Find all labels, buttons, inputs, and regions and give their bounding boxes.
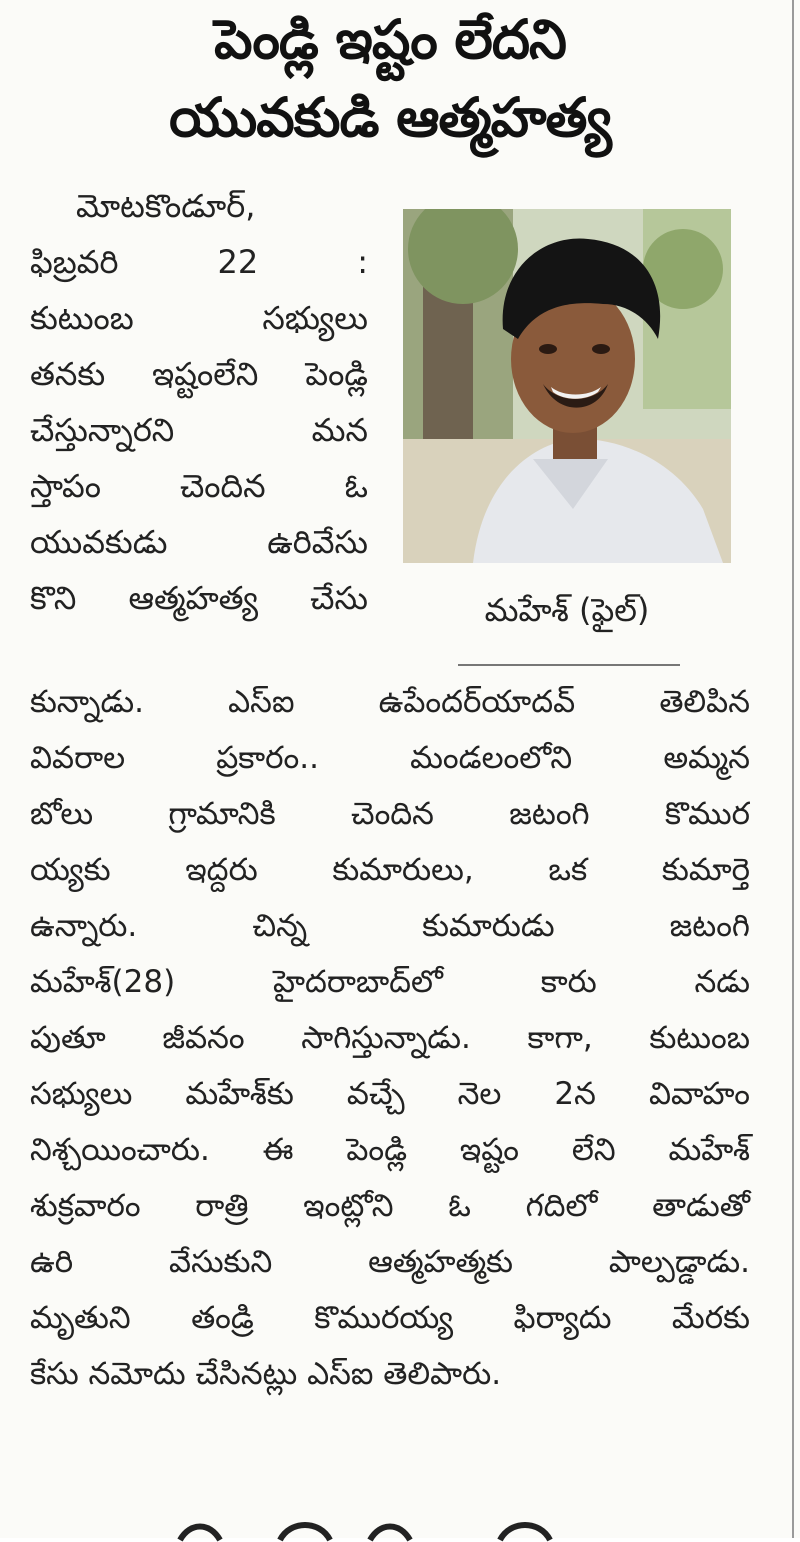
word: శుక్రవారం [30, 1188, 141, 1224]
word: లేని [571, 1132, 616, 1168]
body-line: కేసు నమోదు చేసినట్లు ఎస్ఐ తెలిపారు. [30, 1356, 502, 1392]
word: మహేశ్ [668, 1132, 750, 1168]
word: ఆత్మహత్మకు [368, 1244, 514, 1280]
intro-line [30, 234, 368, 290]
body-paragraph [30, 674, 750, 1402]
headline-line-2: యువకుడి ఆత్మహత్య [169, 86, 611, 149]
word: మేరకు [671, 1300, 750, 1336]
word: ఇష్టంలేని [152, 355, 259, 393]
word: కొముర [664, 796, 750, 832]
next-headline-cropped [170, 1518, 590, 1542]
word: మహేశ్‌కు [185, 1076, 294, 1112]
cropped-headline-glyphs [170, 1518, 590, 1542]
word: కుమారుడు [422, 908, 555, 944]
word: జటంగి [509, 796, 590, 832]
intro-line [30, 346, 368, 402]
word: ఇంట్లోని [303, 1188, 394, 1224]
word: ఉరివేసు [267, 523, 368, 561]
word: వచ్చే [346, 1076, 405, 1112]
body-line [30, 842, 750, 898]
word: నడు [694, 964, 750, 1000]
word: పెండ్లి [346, 1132, 408, 1168]
word: నెల [457, 1076, 502, 1112]
word: వివరాల [30, 740, 126, 776]
word: చిన్న [252, 908, 308, 944]
body-line [30, 1234, 750, 1290]
word: గదిలో [525, 1188, 598, 1224]
word: సభ్యులు [262, 299, 368, 337]
word: పాల్పడ్డాడు. [608, 1244, 750, 1280]
word: ఒక [548, 852, 588, 888]
word: రాత్రి [195, 1188, 249, 1224]
word: జటంగి [669, 908, 750, 944]
intro-line [30, 514, 368, 570]
word: మన [311, 411, 368, 449]
photo-illustration [403, 209, 731, 563]
body-line [30, 1010, 750, 1066]
intro-line: మోటకొండూర్, [76, 187, 256, 225]
word: చేస్తున్నారని [30, 411, 175, 449]
word: కుమార్తె [661, 852, 750, 888]
word: ఫిర్యాదు [513, 1300, 612, 1336]
word: ఓ [344, 467, 368, 505]
word: యువకుడు [30, 523, 168, 561]
word: ఉపేందర్‌యాదవ్ [378, 684, 576, 720]
word: వేసుకుని [169, 1244, 273, 1280]
body-line [30, 1178, 750, 1234]
caption-underline [458, 664, 680, 666]
word: మహేశ్(28) [30, 964, 176, 1000]
word: చెందిన [351, 796, 434, 832]
word: హైదరాబాద్‌లో [272, 964, 443, 1000]
word: 2న [554, 1076, 596, 1112]
word: బోలు [30, 796, 94, 832]
word: చెందిన [179, 467, 266, 505]
word: కారు [540, 964, 597, 1000]
word: కుటుంబ [649, 1020, 750, 1056]
date-colon: : [357, 243, 368, 281]
word: ఇద్దరు [185, 852, 258, 888]
word: సాగిస్తున్నాడు. [301, 1020, 471, 1056]
word: ఉరి [30, 1244, 74, 1280]
person-photo [403, 209, 731, 563]
word: వివాహం [648, 1076, 750, 1112]
word: సభ్యులు [30, 1076, 133, 1112]
word: స్తాపం [30, 467, 101, 505]
body-line [30, 954, 750, 1010]
word: ఈ [262, 1132, 294, 1168]
word: కాగా, [527, 1020, 593, 1056]
word: య్యకు [30, 852, 111, 888]
body-line [30, 898, 750, 954]
word: మృతుని [30, 1300, 131, 1336]
intro-line [30, 570, 368, 626]
column-divider [792, 0, 794, 1538]
word: ప్రకారం.. [216, 740, 319, 776]
body-line [30, 1290, 750, 1346]
date-word: ఫిబ్రవరి [30, 243, 119, 281]
word: కొమురయ్య [314, 1300, 454, 1336]
word: కుటుంబ [30, 299, 134, 337]
word: నిశ్చయించారు. [30, 1132, 210, 1168]
word: పుతూ [30, 1020, 106, 1056]
word: కొని [30, 579, 77, 617]
word: అమ్మన [663, 740, 750, 776]
body-line [30, 1122, 750, 1178]
intro-line [30, 402, 368, 458]
word: తాడుతో [652, 1188, 750, 1224]
intro-line [30, 290, 368, 346]
date-number: 22 [217, 243, 259, 281]
word: ఎస్ఐ [228, 684, 295, 720]
body-line [30, 786, 750, 842]
word: పెండ్లి [305, 355, 368, 393]
word: ఆత్మహత్య [128, 579, 259, 617]
word: చేసు [310, 579, 368, 617]
word: గ్రామానికి [168, 796, 276, 832]
body-line [30, 674, 750, 730]
intro-paragraph [30, 178, 368, 626]
word: ఓ [448, 1188, 471, 1224]
word: కుమారులు, [332, 852, 474, 888]
intro-line [30, 458, 368, 514]
word: తెలిపిన [659, 684, 750, 720]
word: ఇష్టం [459, 1132, 520, 1168]
word: జీవనం [162, 1020, 245, 1056]
word: తనకు [30, 355, 106, 393]
body-line [30, 1066, 750, 1122]
photo-caption: మహేశ్ (ఫైల్) [484, 591, 650, 629]
word: మండలంలోని [410, 740, 573, 776]
word: కున్నాడు. [30, 684, 144, 720]
word: ఉన్నారు. [30, 908, 138, 944]
body-line [30, 730, 750, 786]
word: తండ్రి [191, 1300, 254, 1336]
headline-line-1: పెండ్లి ఇష్టం లేదని [214, 8, 566, 71]
